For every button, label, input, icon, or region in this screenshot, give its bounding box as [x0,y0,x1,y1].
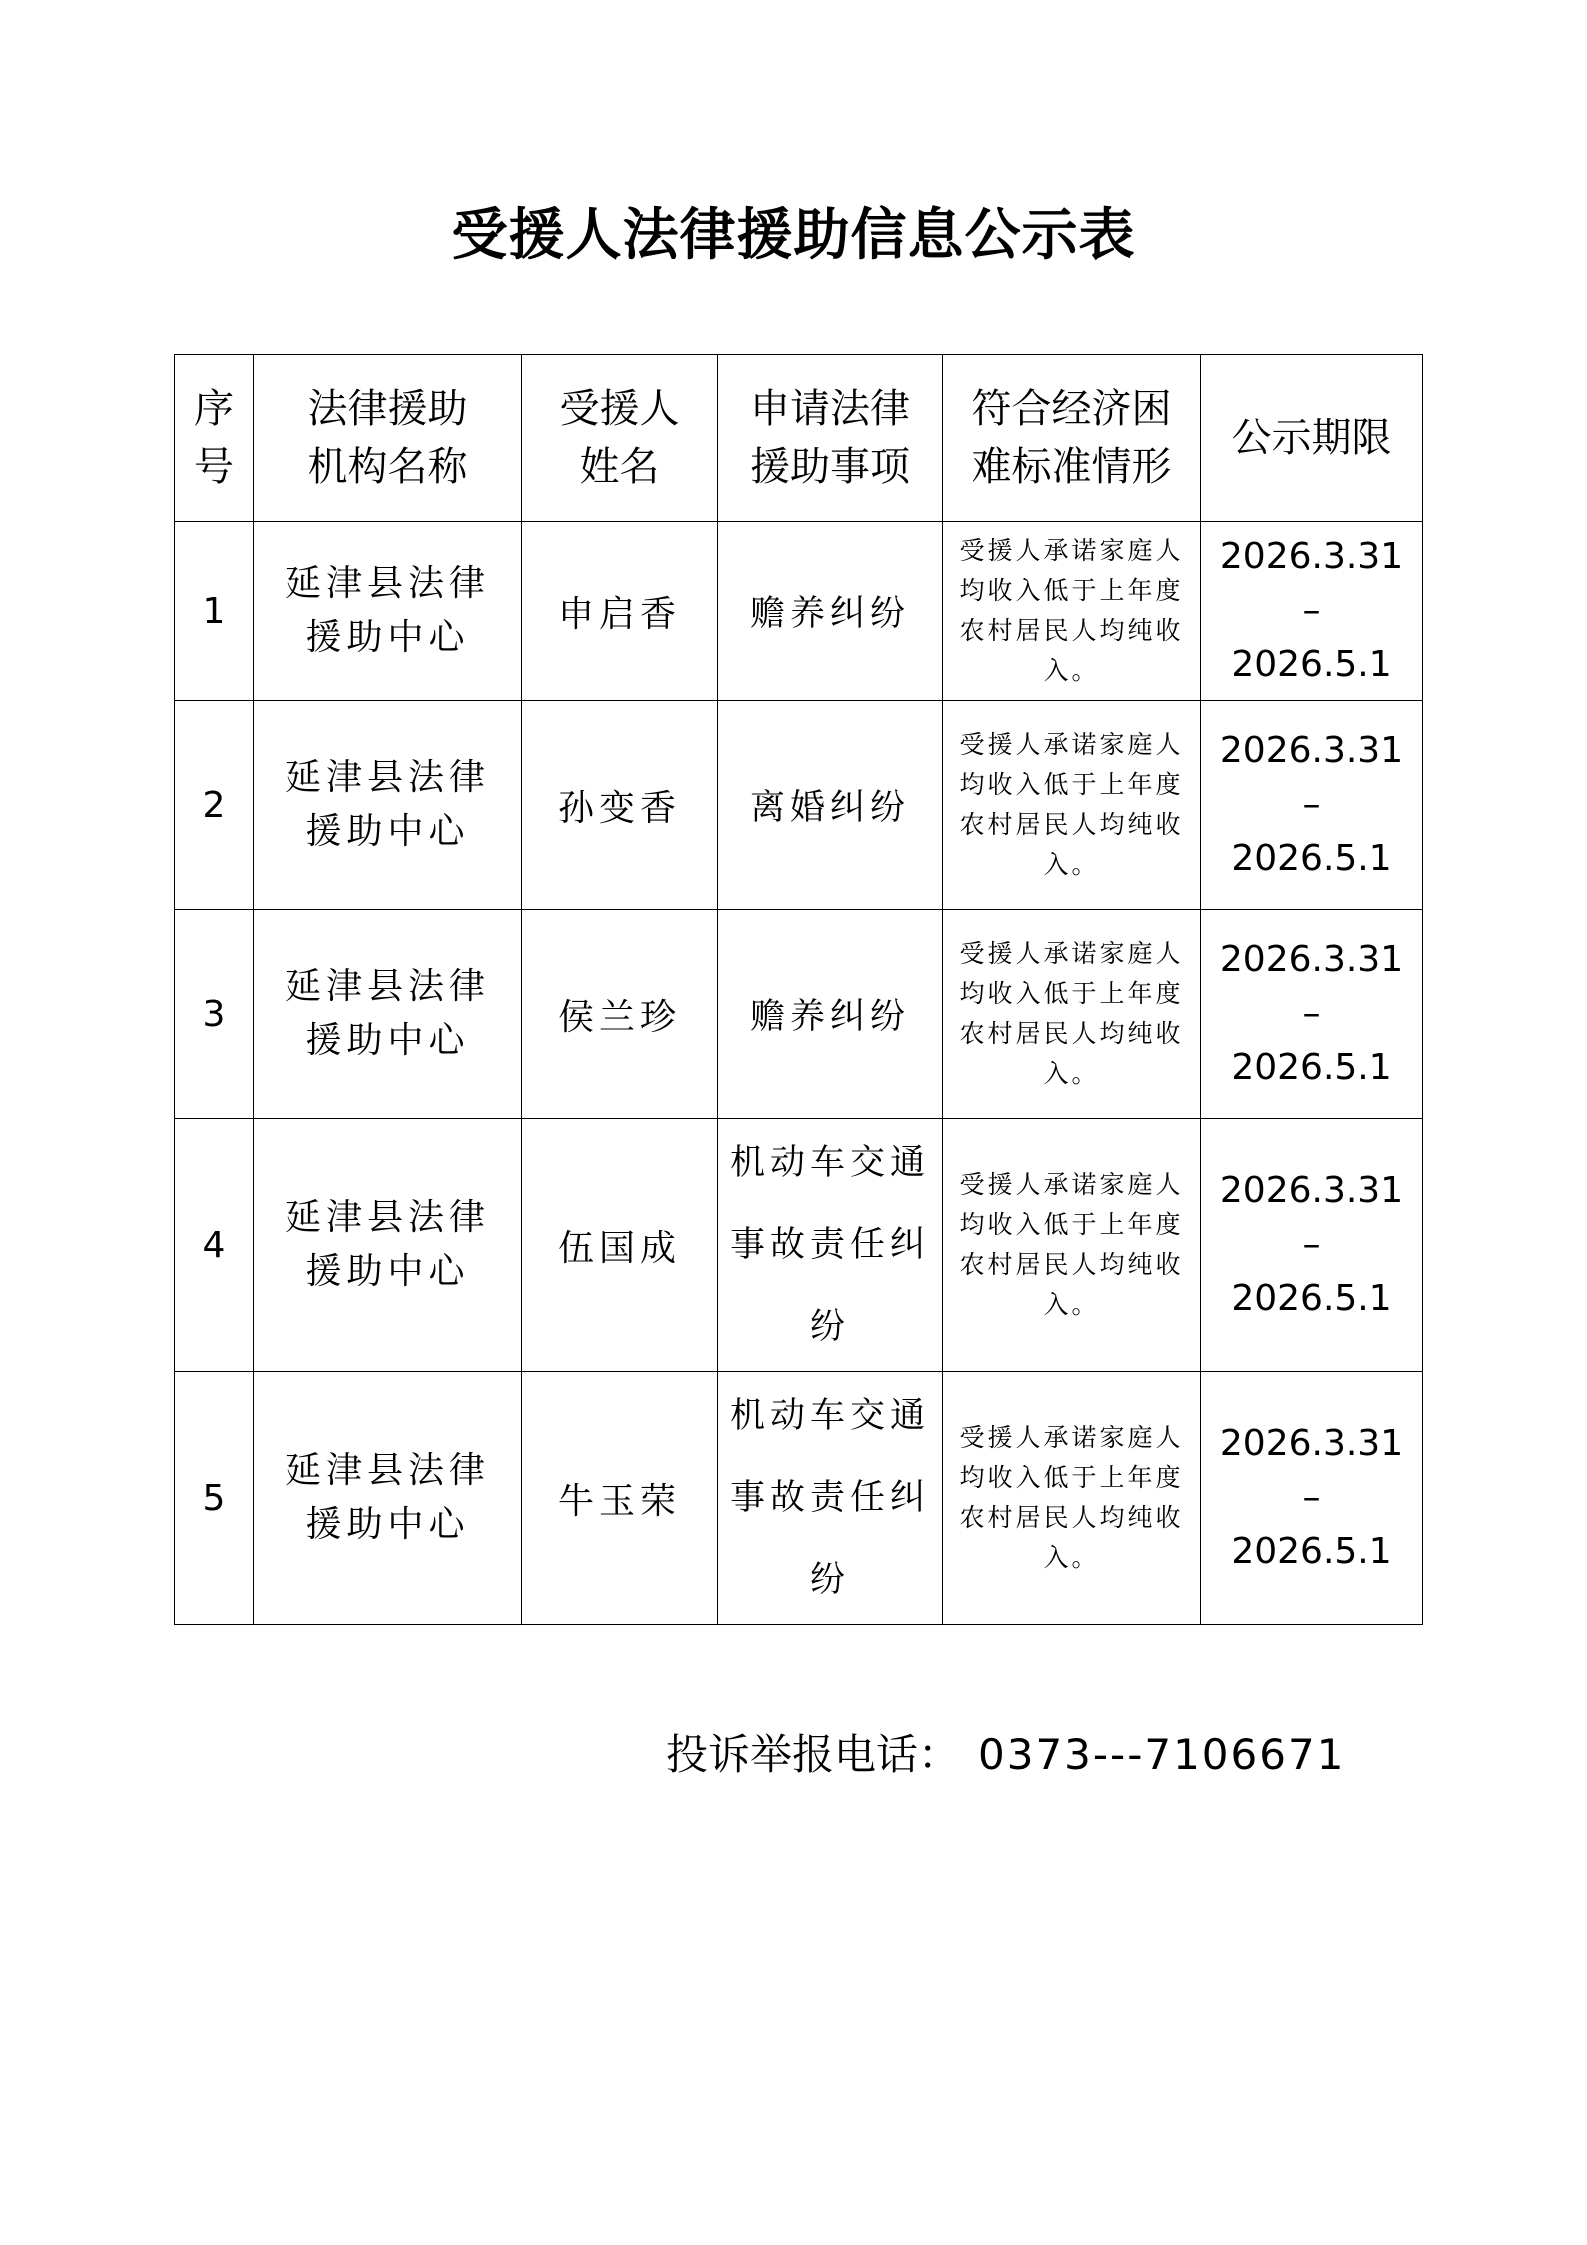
table-header-row [175,355,1423,522]
table-row [175,910,1423,1119]
row-seq: 4 [175,1119,254,1372]
row-org: 延津县法律 援助中心 [254,1372,522,1625]
complaint-hotline-label: 投诉举报电话： [666,1730,961,1779]
row-criteria: 受援人承诺家庭人 均收入低于上年度 农村居民人均纯收 入。 [943,701,1201,910]
header-seq: 序 号 [175,355,254,522]
row-recipient-name: 孙变香 [522,701,718,910]
row-matter: 机动车交通 事故责任纠 纷 [718,1119,943,1372]
row-criteria: 受援人承诺家庭人 均收入低于上年度 农村居民人均纯收 入。 [943,522,1201,701]
header-period: 公示期限 [1201,355,1423,522]
row-criteria: 受援人承诺家庭人 均收入低于上年度 农村居民人均纯收 入。 [943,910,1201,1119]
row-matter: 赡养纠纷 [718,910,943,1119]
row-period: 2026.3.31 – 2026.5.1 [1201,701,1423,910]
row-criteria: 受援人承诺家庭人 均收入低于上年度 农村居民人均纯收 入。 [943,1372,1201,1625]
header-recipient-name: 受援人 姓名 [522,355,718,522]
complaint-hotline [666,1725,1345,1785]
row-matter: 机动车交通 事故责任纠 纷 [718,1372,943,1625]
row-org: 延津县法律 援助中心 [254,1119,522,1372]
row-matter: 离婚纠纷 [718,701,943,910]
row-seq: 5 [175,1372,254,1625]
row-recipient-name: 申启香 [522,522,718,701]
document-title: 受援人法律援助信息公示表 [451,202,1136,268]
row-period: 2026.3.31 – 2026.5.1 [1201,910,1423,1119]
table-row [175,1119,1423,1372]
row-period: 2026.3.31 – 2026.5.1 [1201,522,1423,701]
header-org: 法律援助 机构名称 [254,355,522,522]
row-org: 延津县法律 援助中心 [254,701,522,910]
row-org: 延津县法律 援助中心 [254,522,522,701]
row-matter: 赡养纠纷 [718,522,943,701]
row-seq: 2 [175,701,254,910]
row-recipient-name: 伍国成 [522,1119,718,1372]
legal-aid-notice-table [174,354,1423,1625]
row-recipient-name: 侯兰珍 [522,910,718,1119]
header-matter: 申请法律 援助事项 [718,355,943,522]
row-org: 延津县法律 援助中心 [254,910,522,1119]
table-row [175,1372,1423,1625]
row-recipient-name: 牛玉荣 [522,1372,718,1625]
row-seq: 1 [175,522,254,701]
row-period: 2026.3.31 – 2026.5.1 [1201,1119,1423,1372]
header-criteria: 符合经济困 难标准情形 [943,355,1201,522]
row-criteria: 受援人承诺家庭人 均收入低于上年度 农村居民人均纯收 入。 [943,1119,1201,1372]
row-seq: 3 [175,910,254,1119]
complaint-hotline-number: 0373---7106671 [978,1730,1346,1779]
table-row [175,522,1423,701]
row-period: 2026.3.31 – 2026.5.1 [1201,1372,1423,1625]
table-row [175,701,1423,910]
